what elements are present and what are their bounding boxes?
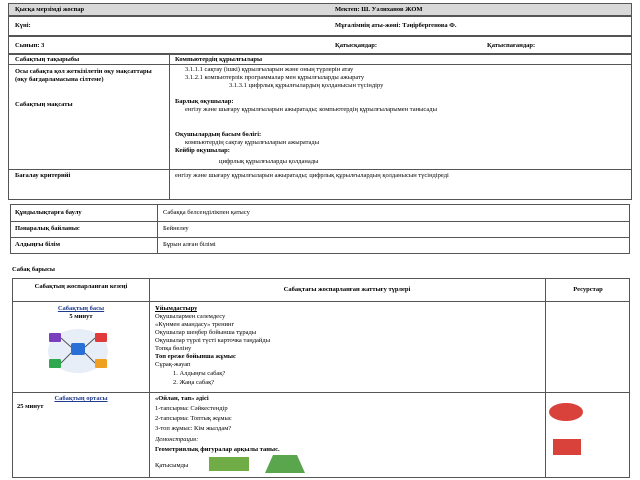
- some-learners-text: цифрлық құрылғыларды қолданады: [219, 158, 319, 165]
- extra-row-divider-2: [11, 237, 630, 238]
- all-learners-title: Барлық оқушылар:: [175, 98, 234, 105]
- progress-col-divider-2: [545, 279, 546, 478]
- stage1-line-5: Топқа бөліну: [155, 345, 192, 352]
- col-resources-header: Ресурстар: [573, 286, 603, 293]
- objective-item-2: 3.1.2.1 компьютерлік программалар мен құрылғыларды ажырату: [185, 74, 365, 81]
- stage1-line-2: «Күнмен амандасу» тренинг: [155, 321, 235, 328]
- stage2-name: Сабақтың ортасы: [54, 395, 108, 402]
- progress-col-divider-1: [149, 279, 150, 478]
- progress-stage-divider: [13, 392, 630, 393]
- stage1-title: Ұйымдастыру: [155, 305, 198, 312]
- col-activity-header: Сабақтағы жоспарланған жаттығу түрлері: [283, 286, 411, 293]
- green-trapezoid-shape: [265, 455, 305, 473]
- red-rectangle-shape: [553, 439, 581, 455]
- stage2-demo: Демонстрация:: [155, 436, 199, 443]
- some-learners-title: Кейбір оқушылар:: [175, 147, 230, 154]
- date-label: Күні:: [15, 22, 31, 29]
- stage1-line-3: Оқушылар шеңбер бойынша тұрады: [155, 329, 257, 336]
- plan-table: [8, 54, 632, 200]
- stage2-line-4: 3-топ жұмыс: Кім жылдам?: [155, 425, 232, 432]
- plan-type-label: Қысқа мерзімді жоспар: [15, 6, 85, 13]
- stage2-line-3: 2-тапсырма: Топтық жұмыс: [155, 415, 232, 422]
- extra-table: [10, 204, 630, 254]
- stage1-line-7: Сұрақ-жауап: [155, 361, 191, 368]
- plan-row-divider-2: [9, 169, 632, 170]
- extra-row-divider-1: [11, 221, 630, 222]
- lesson-aims-label: Сабақтың мақсаты: [15, 101, 73, 108]
- stage1-question-2: 2. Жаңа сабақ?: [173, 379, 215, 386]
- stage2-time: 25 минут: [17, 403, 44, 410]
- header-row-3: [8, 36, 632, 54]
- criteria-text: енгізу және шығару құрылғыларын ажыратады; цифрлық құрылғылардың қолданысын түсіндіреді: [175, 172, 449, 179]
- stage1-time: 5 минут: [69, 313, 93, 320]
- absent-label: Қатыспағандар:: [487, 42, 536, 49]
- criteria-label: Бағалау критерийі: [15, 172, 71, 179]
- stage1-line-1: Оқушылармен сәлемдесу: [155, 313, 226, 320]
- network-illustration: [43, 325, 113, 377]
- progress-title: Сабақ барысы: [12, 266, 55, 273]
- header-row-2: [8, 16, 632, 36]
- stage1-question-1: 1. Алдыңғы сабақ?: [173, 370, 226, 377]
- present-label: Қатысқандар:: [335, 42, 378, 49]
- class-label: Сынып: 3: [15, 42, 45, 49]
- most-learners-title: Оқушылардың басым бөлігі:: [175, 131, 262, 138]
- stage1-line-4: Оқушылар түрлі түсті карточка таңдайды: [155, 337, 271, 344]
- values-label: Құндылықтарға баулу: [15, 209, 82, 216]
- interdisciplinary-label: Пәнаралық байланыс: [15, 225, 80, 232]
- progress-header-divider: [13, 301, 630, 302]
- objective-item-1: 3.1.1.1 сақтау (ішкі) құрылғыларын және оның түрлерін атау: [185, 66, 354, 73]
- stage2-line-2: 1-тапсырма: Сәйкестендір: [155, 405, 228, 412]
- stage1-line-6: Топ ереже бойынша жұмыс: [155, 353, 236, 360]
- all-learners-text: енгізу және шығару құрылғыларын ажыратады; компьютердің құрылғыларымен танысады: [185, 106, 437, 113]
- stage2-last: Қатысымды: [155, 462, 189, 469]
- red-oval-shape: [549, 403, 583, 421]
- green-rectangle-shape: [209, 457, 249, 471]
- prior-knowledge-label: Алдыңғы білім: [15, 241, 61, 248]
- progress-table: [12, 278, 630, 478]
- teacher-label: Мұғалімнің аты-жөні: Тәңірбергенова Ф.: [335, 22, 457, 29]
- interdisciplinary-text: Бейнелеу: [163, 225, 189, 232]
- prior-knowledge-text: Бұрын алған білімі: [163, 241, 216, 248]
- school-label: Мектеп: Ш. Уәлиханов ЖОМ: [335, 6, 423, 13]
- most-learners-text: компьютердің сақтау құрылғыларын ажыратады: [185, 139, 320, 146]
- objective-item-3: 3.1.3.1 цифрлық құрылғылардың қолданысын түсіндіру: [229, 82, 384, 89]
- stage1-name: Сабақтың басы: [57, 305, 105, 312]
- topic-label: Сабақтың тақырыбы: [15, 56, 80, 63]
- topic-value: Компьютердің құрылғылары: [175, 56, 263, 63]
- extra-col-divider: [157, 205, 158, 254]
- objectives-label: Осы сабақта қол жеткізілетін оқу мақсаттары (оқу бағдарламасына сілтеме): [15, 68, 152, 83]
- values-text: Сабаққа белсенділікпен қатысу: [163, 209, 250, 216]
- stage2-line-1: «Ойлан, тап» әдісі: [155, 395, 209, 402]
- plan-row-divider-1: [9, 64, 632, 65]
- header-row-1: [8, 3, 632, 16]
- stage2-shapes: Геометриялық фигуралар арқылы таныс.: [155, 446, 280, 453]
- plan-col-divider: [169, 55, 170, 200]
- col-stage-header: Сабақтың жоспарланған кезеңі: [34, 283, 128, 290]
